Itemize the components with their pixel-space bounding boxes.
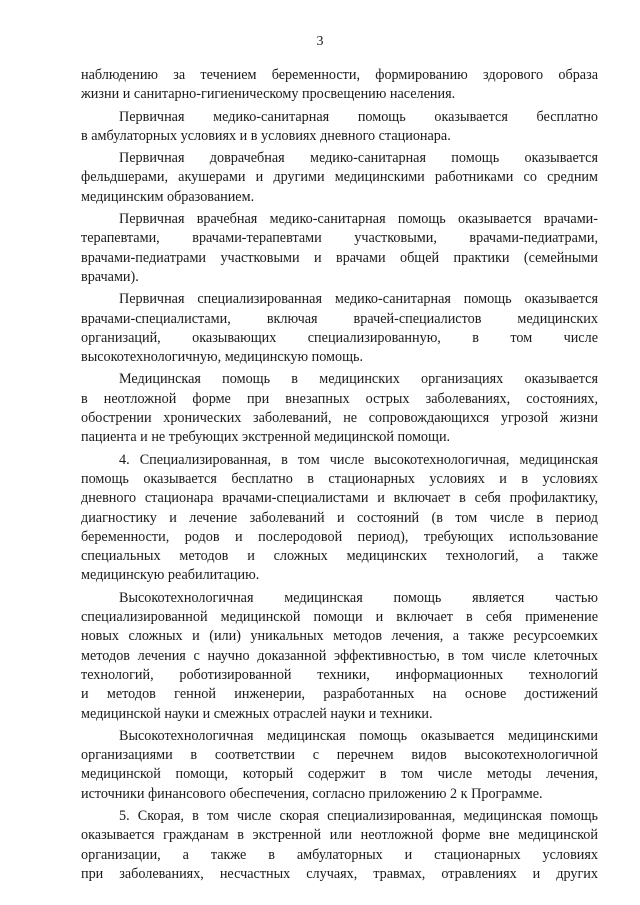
text-line: врачами). (81, 268, 139, 285)
paragraph (81, 727, 598, 804)
paragraph (81, 370, 598, 447)
body-text (81, 66, 598, 887)
text-line: медицинскую реабилитацию. (81, 567, 260, 584)
text-line: Медицинская помощь в медицинских организациях оказывается (119, 371, 598, 388)
text-line: новых сложных и (или) уникальных методов лечения, а также ресурсоемких (81, 628, 598, 645)
text-line: при заболеваниях, несчастных случаях, травмах, отравлениях и других (81, 865, 598, 882)
text-line: и методов генной инженерии, разработанных на основе достижений (81, 686, 598, 703)
text-line: источники финансового обеспечения, согласно приложению 2 к Программе. (81, 785, 543, 802)
text-line: Высокотехнологичная медицинская помощь является частью (119, 589, 598, 606)
text-line: высокотехнологичную, медицинскую помощь. (81, 349, 364, 366)
text-line: организаций, оказывающих специализированную, в том числе (81, 329, 598, 346)
text-line: помощь оказывается бесплатно в стационарных условиях и в условиях (81, 470, 598, 487)
text-line: фельдшерами, акушерами и другими медицинскими работниками со средним (81, 169, 598, 186)
text-line: диагностику и лечение заболеваний и состояний (в том числе в период (81, 509, 598, 526)
text-line: Первичная врачебная медико-санитарная помощь оказывается врачами- (119, 211, 598, 228)
text-line: технологий, роботизированной техники, информационных технологий (81, 666, 598, 683)
text-line: специальных методов и сложных медицинских технологий, а также (81, 548, 598, 565)
text-line: организациями в соответствии с перечнем видов высокотехнологичной (81, 747, 598, 764)
text-line: наблюдению за течением беременности, формированию здорового образа (81, 67, 598, 83)
text-line: организации, а также в амбулаторных и стационарных условиях (81, 846, 598, 863)
paragraph (81, 108, 598, 147)
paragraph (81, 807, 598, 884)
text-line: специализированной медицинской помощи и включает в себя применение (81, 609, 598, 626)
text-line: 4. Специализированная, в том числе высокотехнологичная, медицинская (119, 451, 598, 468)
text-line: Высокотехнологичная медицинская помощь оказывается медицинскими (119, 727, 598, 744)
text-line: оказывается гражданам в экстренной или неотложной форме вне медицинской (81, 827, 598, 844)
paragraph (81, 210, 598, 287)
text-line: врачами-педиатрами участковыми и врачами общей практики (семейными (81, 249, 598, 266)
paragraph (81, 149, 598, 207)
text-line: жизни и санитарно-гигиеническому просвещению населения. (81, 86, 456, 103)
text-line: Первичная доврачебная медико-санитарная помощь оказывается (119, 150, 598, 167)
text-line: Первичная медико-санитарная помощь оказывается бесплатно (119, 108, 598, 125)
text-line: медицинским образованием. (81, 188, 255, 205)
text-line: в неотложной форме при внезапных острых заболеваниях, состояниях, (81, 390, 598, 407)
paragraph (81, 451, 598, 586)
text-line: медицинской науки и смежных отраслей науки и техники. (81, 705, 433, 722)
text-line: в амбулаторных условиях и в условиях дневного стационара. (81, 127, 451, 144)
text-line: обострении хронических заболеваний, не сопровождающихся угрозой жизни (81, 410, 598, 427)
paragraph (81, 589, 598, 724)
text-line: медицинской помощи, который содержит в том числе методы лечения, (81, 766, 598, 783)
text-line: Первичная специализированная медико-санитарная помощь оказывается (119, 291, 598, 308)
text-line: врачами-специалистами, включая врачей-специалистов медицинских (81, 310, 598, 327)
text-line: беременности, родов и послеродовой период), требующих использование (81, 528, 598, 545)
text-line: пациента и не требующих экстренной медицинской помощи. (81, 429, 451, 446)
text-line: терапевтами, врачами-терапевтами участковыми, врачами-педиатрами, (81, 230, 598, 247)
page-number: 3 (316, 34, 324, 49)
text-line: 5. Скорая, в том числе скорая специализированная, медицинская помощь (119, 807, 598, 824)
paragraph (81, 66, 598, 105)
paragraph (81, 290, 598, 367)
text-line: дневного стационара врачами-специалистами и включает в себя профилактику, (81, 490, 598, 507)
text-line: методов лечения с научно доказанной эффективностью, в том числе клеточных (81, 647, 598, 664)
